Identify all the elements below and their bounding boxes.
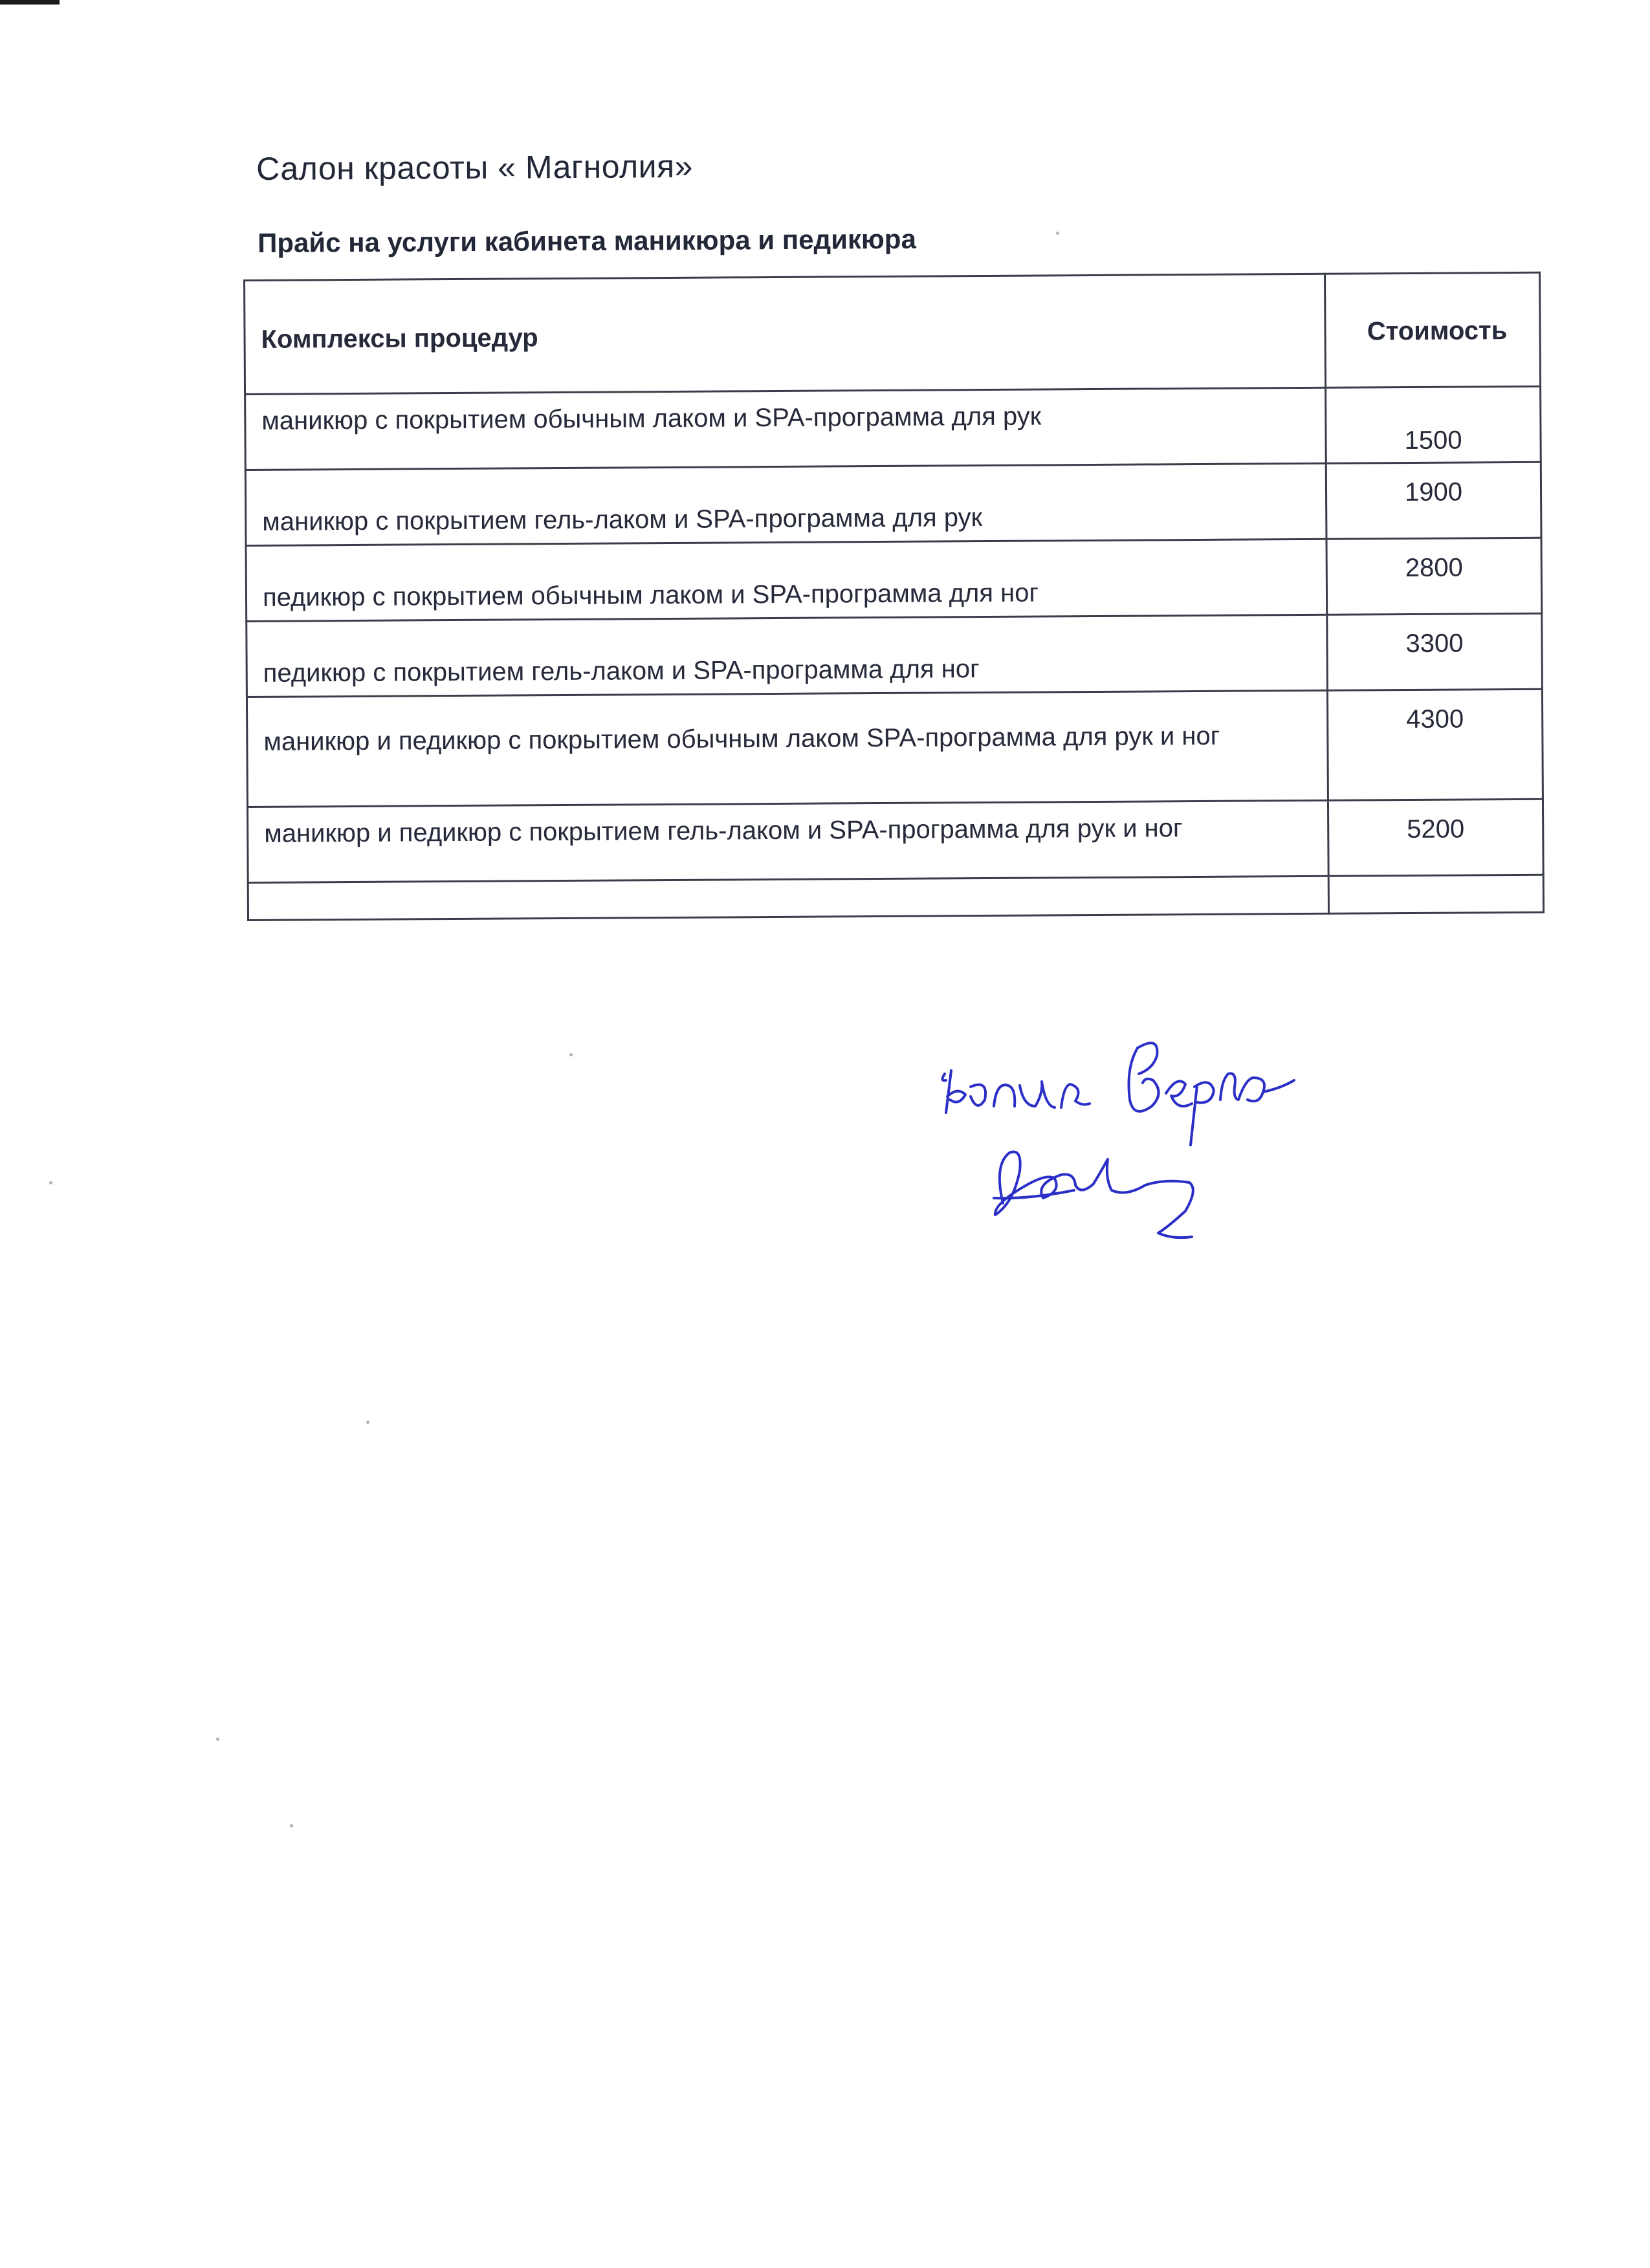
empty-cell <box>1328 875 1543 913</box>
table-row <box>246 538 1542 621</box>
table-header-row <box>245 272 1541 394</box>
scan-edge-mark <box>0 0 60 5</box>
table-empty-row <box>248 875 1543 920</box>
signature-drawing <box>932 1009 1443 1268</box>
document-subtitle: Прайс на услуги кабинета маникюра и педикюра <box>258 223 917 258</box>
scan-speck <box>290 1824 293 1827</box>
price-table <box>243 272 1545 921</box>
document-title: Салон красоты « Магнолия» <box>256 147 694 187</box>
header-price: Стоимость <box>1325 272 1540 387</box>
empty-cell <box>248 876 1328 920</box>
service-name: маникюр с покрытием обычным лаком и SPA-программа для рук <box>245 387 1326 470</box>
service-price: 1900 <box>1326 462 1541 539</box>
service-name: педикюр с покрытием гель-лаком и SPA-программа для ног <box>247 615 1328 697</box>
table-row <box>247 799 1543 882</box>
handwritten-signature <box>932 1009 1443 1268</box>
scan-speck <box>1056 232 1059 235</box>
scan-speck <box>569 1053 573 1056</box>
service-name: маникюр с покрытием гель-лаком и SPA-программа для рук <box>245 463 1326 545</box>
service-name: маникюр и педикюр с покрытием гель-лаком и SPA-программа для рук и ног <box>247 800 1328 882</box>
table-row <box>247 689 1543 807</box>
header-service: Комплексы процедур <box>245 274 1326 394</box>
service-price: 2800 <box>1326 538 1542 615</box>
scan-speck <box>366 1421 369 1424</box>
scan-speck <box>49 1181 52 1184</box>
service-price: 1500 <box>1326 386 1541 463</box>
service-price: 4300 <box>1327 689 1543 800</box>
scan-speck <box>216 1738 219 1741</box>
price-table-container <box>243 272 1543 921</box>
service-price: 5200 <box>1328 799 1543 876</box>
service-name: маникюр и педикюр с покрытием обычным лаком SPA-программа для рук и ног <box>247 690 1328 807</box>
table-row <box>245 386 1541 470</box>
service-name: педикюр с покрытием обычным лаком и SPA-программа для ног <box>246 539 1327 621</box>
table-row <box>245 462 1541 545</box>
service-price: 3300 <box>1327 613 1543 690</box>
table-row <box>247 613 1543 697</box>
